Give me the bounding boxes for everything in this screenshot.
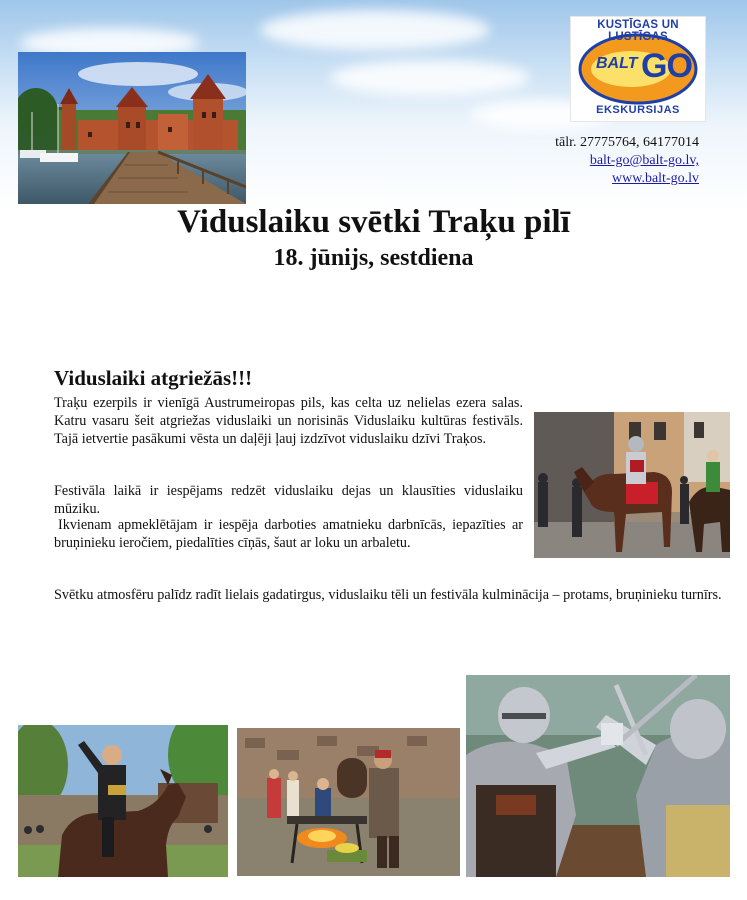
street-knights-photo: [534, 412, 730, 558]
armored-knights-photo: [466, 675, 730, 877]
castle-photo: [18, 52, 246, 204]
paragraph-dances: Festivāla laikā ir iespējams redzēt viduslaiku dejas un klausīties viduslaiku mūziku.: [54, 483, 523, 517]
phone-numbers: tālr. 27775764, 64177014: [555, 135, 699, 150]
logo-balt-text: BALT: [596, 55, 638, 72]
rider-photo: [18, 725, 228, 877]
balt-go-logo: [570, 16, 706, 122]
page-subtitle: 18. jūnijs, sestdiena: [273, 245, 474, 271]
paragraph-intro: Traķu ezerpils ir vienīgā Austrumeiropas pils, kas celta uz nelielas ezera salas. Katru vasaru šeit atgriežas viduslaiki un norisinās Viduslaiku kultūras festivāls. Tajā ietvertie pasākumi vēsta un daļēji ļauj izdzīvot viduslaiku dzīvi Traķos.: [54, 395, 523, 447]
craftsmen-photo: [237, 728, 460, 876]
page-title: Viduslaiku svētki Traķu pilī: [177, 204, 570, 240]
email-link[interactable]: balt-go@balt-go.lv,: [589, 153, 699, 168]
website-link[interactable]: www.balt-go.lv: [612, 171, 699, 186]
section-heading: Viduslaiki atgriežās!!!: [54, 366, 253, 390]
logo-top-text: KUSTĪGAS UN LUSTĪGAS: [597, 19, 679, 43]
paragraph-activities: Ikvienam apmeklētājam ir iespēja darboties amatnieku darbnīcās, iepazīties ar bruņinieku ieročiem, piedalīties cīņās, šaut ar loku un arbaletu.: [54, 517, 523, 551]
logo-bottom-text: EKSKURSIJAS: [596, 104, 680, 116]
paragraph-atmosphere: Svētku atmosfēru palīdz radīt lielais gadatirgus, viduslaiku tēli un festivāla kulminācija – protams, bruņinieku turnīrs.: [54, 587, 722, 603]
contact-block: [555, 134, 699, 188]
logo-go-text: GO: [641, 47, 692, 85]
